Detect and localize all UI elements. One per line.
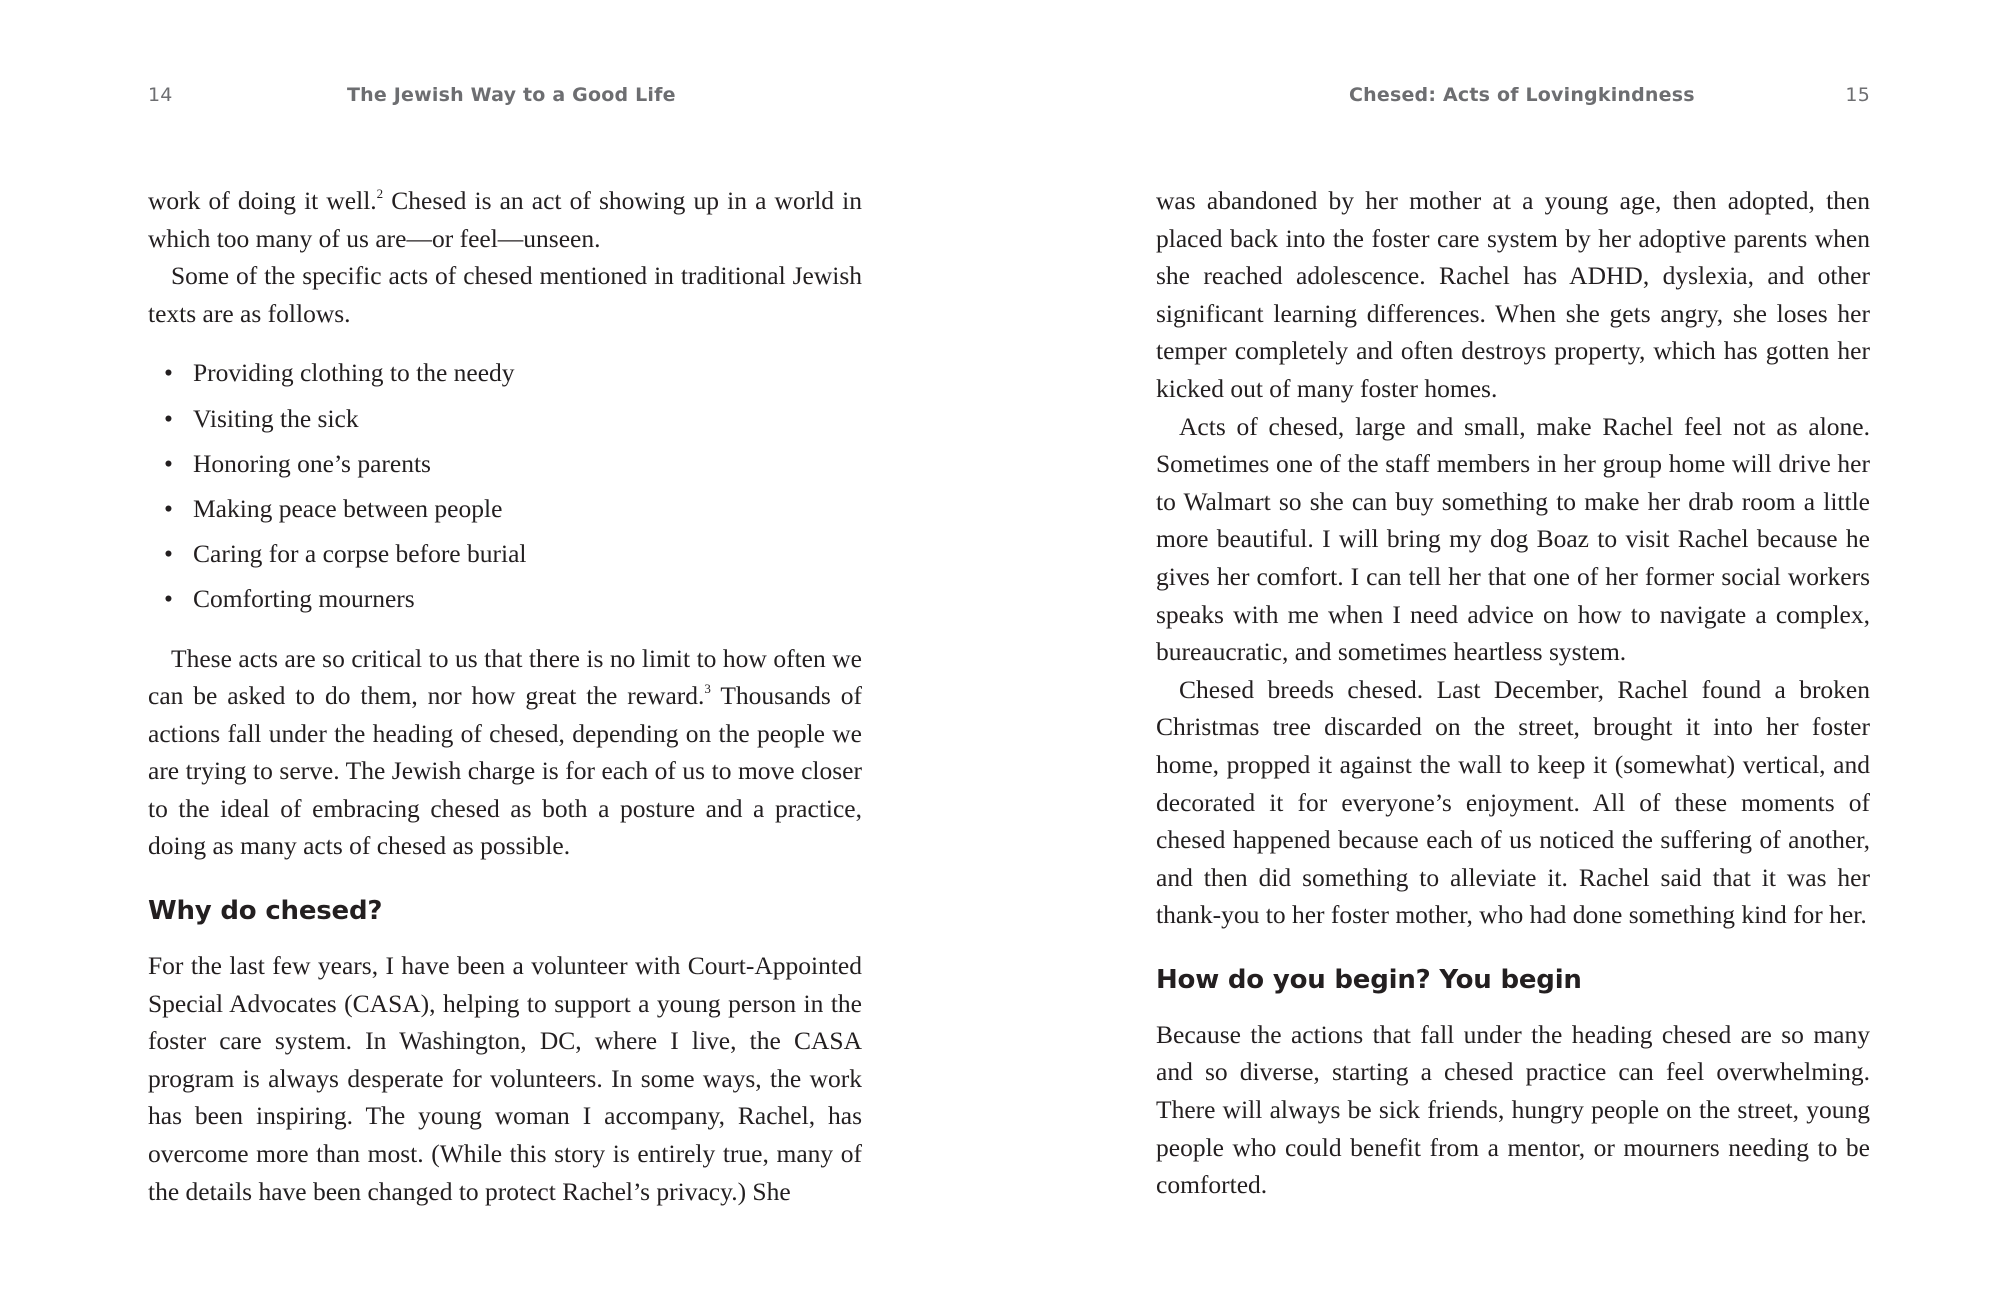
bullet-icon: •: [164, 584, 173, 614]
right-page: [1156, 0, 1870, 1313]
list-item: [148, 441, 862, 486]
right-page-header: [1156, 84, 1870, 114]
paragraph-text: work of doing it well.: [148, 186, 377, 215]
running-head: Chesed: Acts of Lovingkindness: [1349, 84, 1695, 106]
bullet-icon: •: [164, 403, 173, 433]
bullet-icon: •: [164, 493, 173, 523]
footnote-marker: 3: [704, 680, 711, 696]
list-item-text: Comforting mourners: [193, 584, 415, 614]
bullet-icon: •: [164, 539, 173, 569]
paragraph-text: These acts are so critical to us that there is no limit to how often we can be asked to do them, nor how great the reward.: [148, 643, 862, 711]
list-item: [148, 396, 862, 441]
section-heading: Why do chesed?: [148, 896, 383, 927]
list-item-text: Honoring one’s parents: [193, 448, 431, 478]
paragraph: Because the actions that fall under the heading chesed are so many and so diverse, starting a chesed practice can feel overwhelming. There will always be sick friends, hungry people on the street, young people who could benefit from a mentor, or mourners needing to be comforted.: [1156, 1019, 1870, 1200]
running-head: The Jewish Way to a Good Life: [347, 84, 676, 106]
list-item-text: Caring for a corpse before burial: [193, 539, 527, 569]
list-item-text: Making peace between people: [193, 493, 503, 523]
paragraph: [148, 182, 862, 257]
section-heading: How do you begin? You begin: [1156, 964, 1582, 995]
paragraph: was abandoned by her mother at a young age, then adopted, then placed back into the foster care system by her adoptive parents when she reached adolescence. Rachel has ADHD, dyslexia, and other significant learning differences. When she gets angry, she loses her temper completely and often destroys property, which has gotten her kicked out of many foster homes.: [1156, 186, 1870, 403]
page-number: 15: [1845, 84, 1870, 106]
list-item: [148, 576, 862, 621]
list-item: [148, 531, 862, 576]
paragraph-text: Chesed is an act of showing up in a world in which too many of us are—or feel—unseen.: [148, 186, 862, 253]
footnote-marker: 2: [376, 185, 384, 201]
paragraph: [148, 640, 862, 866]
bullet-list: [148, 350, 862, 621]
list-item-text: Visiting the sick: [193, 403, 359, 433]
page-number: 14: [148, 84, 173, 106]
bullet-icon: •: [164, 448, 173, 478]
list-item: [148, 486, 862, 531]
left-page-body: [148, 182, 862, 1210]
paragraph: Acts of chesed, large and small, make Rachel feel not as alone. Sometimes one of the staff members in her group home will drive her to Walmart so she can buy something to make her drab room a little more beautiful. I will bring my dog Boaz to visit Rachel because he gives her comfort. I can tell her that one of her former social workers speaks with me when I need advice on how to navigate a complex, bureaucratic, and sometimes heartless system.: [1156, 411, 1870, 667]
left-page: [148, 0, 862, 1313]
list-item: [148, 350, 862, 395]
paragraph-text: Thousands of actions fall under the heading of chesed, depending on the people we are trying to serve. The Jewish charge is for each of us to move closer to the ideal of embracing chesed as both a posture and a practice, doing as many acts of chesed as possible.: [148, 681, 862, 861]
paragraph: For the last few years, I have been a volunteer with Court-Appointed Special Advocates (CASA), helping to support a young person in the foster care system. In Washington, DC, where I live, the CASA program is always desperate for volunteers. In some ways, the work has been inspiring. The young woman I accompany, Rachel, has overcome more than most. (While this story is entirely true, many of the details have been changed to protect Rachel’s privacy.) She: [148, 951, 862, 1206]
paragraph: Some of the specific acts of chesed mentioned in traditional Jewish texts are as follows.: [148, 261, 862, 328]
right-page-body: [1156, 182, 1870, 1204]
paragraph: Chesed breeds chesed. Last December, Rachel found a broken Christmas tree discarded on the street, brought it into her foster home, propped it against the wall to keep it (somewhat) vertical, and decorated it for everyone’s enjoyment. All of these moments of chesed happened because each of us noticed the suffering of another, and then did something to alleviate it. Rachel said that it was her thank-you to her foster mother, who had done something kind for her.: [1156, 674, 1870, 930]
list-item-text: Providing clothing to the needy: [193, 358, 515, 388]
bullet-icon: •: [164, 358, 173, 388]
left-page-header: [148, 84, 862, 114]
